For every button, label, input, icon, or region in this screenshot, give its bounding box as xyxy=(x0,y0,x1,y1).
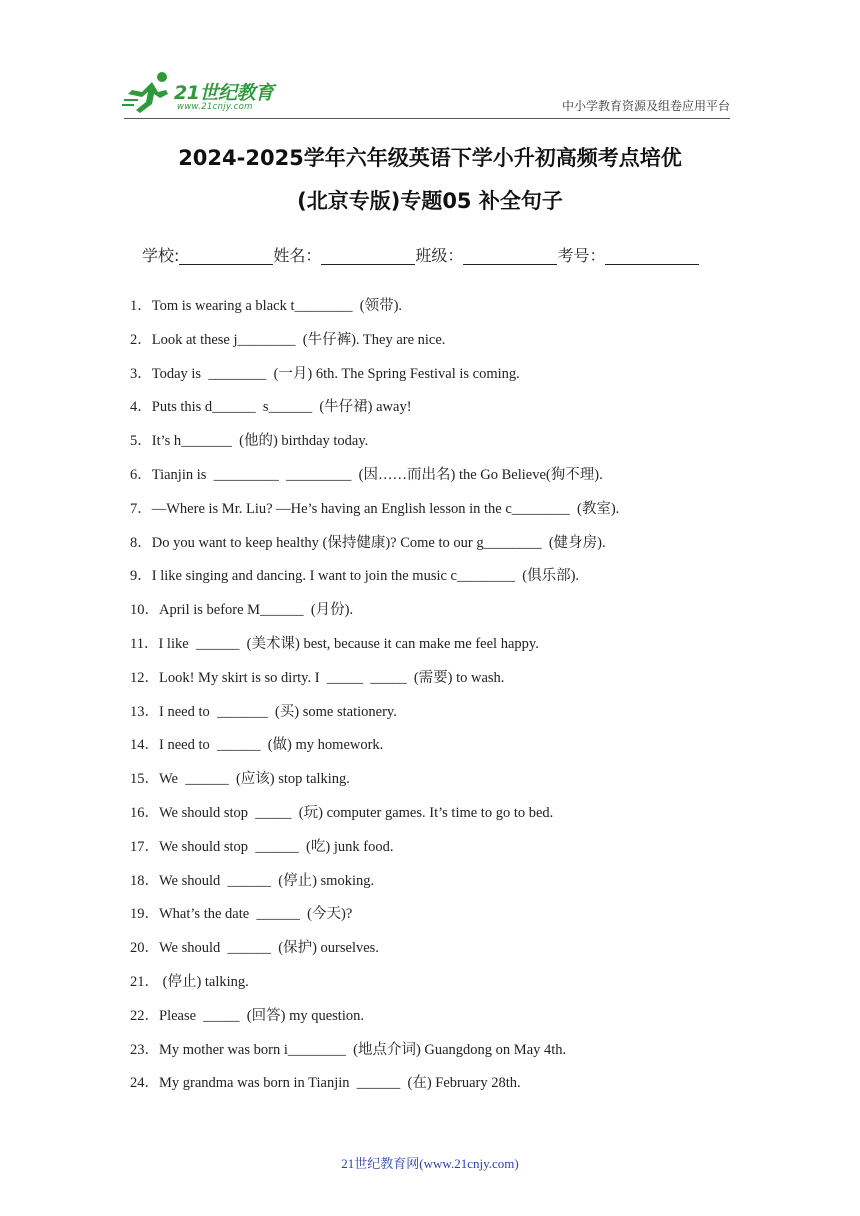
question-text: Tom is wearing a black t________ (领带). xyxy=(151,298,403,314)
question-number: 4． xyxy=(130,399,152,416)
logo-text: 21世纪教育 xyxy=(174,82,274,104)
running-person-icon xyxy=(122,70,174,114)
question-text: I need to ______ (做) my homework. xyxy=(159,737,384,754)
question-item xyxy=(130,803,619,837)
question-number: 10． xyxy=(130,602,159,619)
question-number: 12． xyxy=(130,669,159,686)
question-item xyxy=(130,904,619,938)
question-text: Today is ________ (一月) 6th. The Spring Festival is coming. xyxy=(151,365,520,382)
question-item xyxy=(130,769,619,803)
page-header xyxy=(0,0,860,120)
question-number: 9． xyxy=(130,568,152,585)
question-text: (停止) talking. xyxy=(159,973,249,990)
question-text: Tianjin is _________ _________ (因……而出名) the Go Believe(狗不理). xyxy=(151,466,603,483)
question-text: My mother was born i________ (地点介词) Guangdong on May 4th. xyxy=(159,1041,567,1058)
question-item xyxy=(130,634,619,668)
question-item xyxy=(130,330,619,364)
question-item xyxy=(130,972,619,1006)
question-item xyxy=(130,735,619,769)
question-item xyxy=(130,702,619,736)
page-title: 2024-2025学年六年级英语下学小升初高频考点培优 xyxy=(178,146,682,170)
question-number: 22． xyxy=(130,1007,159,1024)
logo-url: www.21cnjy.com xyxy=(177,102,253,112)
question-number: 1． xyxy=(130,298,152,314)
header-tagline: 中小学教育资源及组卷应用平台 xyxy=(561,99,730,113)
question-text: I like ______ (美术课) best, because it can make me feel happy. xyxy=(158,635,539,652)
question-item xyxy=(130,465,619,499)
question-item xyxy=(130,566,619,600)
page-subtitle: (北京专版)专题05 补全句子 xyxy=(297,189,563,213)
question-text: Do you want to keep healthy (保持健康)? Come to our g________ (健身房). xyxy=(151,534,606,551)
number-label: 考号： xyxy=(557,246,606,265)
question-number: 24． xyxy=(130,1075,159,1092)
question-number: 16． xyxy=(130,804,159,821)
question-number: 15． xyxy=(130,771,159,788)
question-item xyxy=(130,871,619,905)
header-divider xyxy=(124,118,730,119)
question-text: I like singing and dancing. I want to join the music c________ (俱乐部). xyxy=(151,568,580,585)
page-footer[interactable]: 21世纪教育网(www.21cnjy.com) xyxy=(341,1156,519,1171)
question-text: I need to _______ (买) some stationery. xyxy=(159,703,397,720)
question-number: 21． xyxy=(130,973,159,990)
question-text: My grandma was born in Tianjin ______ (在) February 28th. xyxy=(159,1075,521,1092)
school-label: 学校: xyxy=(142,246,180,265)
question-item xyxy=(130,837,619,871)
question-item xyxy=(130,668,619,702)
question-number: 14． xyxy=(130,737,159,754)
question-number: 8． xyxy=(130,534,152,551)
question-number: 18． xyxy=(130,872,159,889)
student-info-row xyxy=(142,243,699,266)
question-item xyxy=(130,397,619,431)
question-number: 13． xyxy=(130,703,159,720)
question-text: We should ______ (停止) smoking. xyxy=(159,872,375,889)
name-field[interactable] xyxy=(321,248,415,265)
number-field[interactable] xyxy=(605,248,699,265)
question-text: What’s the date ______ (今天)? xyxy=(159,906,353,923)
question-item xyxy=(130,600,619,634)
question-item xyxy=(130,1006,619,1040)
question-text: It’s h_______ (他的) birthday today. xyxy=(151,433,369,450)
question-number: 11． xyxy=(130,635,159,652)
class-label: 班级： xyxy=(415,246,464,265)
question-item xyxy=(130,1073,619,1107)
question-text: Look at these j________ (牛仔裤). They are nice. xyxy=(151,331,446,348)
question-text: Look! My skirt is so dirty. I _____ _____ (需要) to wash. xyxy=(159,669,505,686)
question-item xyxy=(130,431,619,465)
question-text: We should ______ (保护) ourselves. xyxy=(159,940,379,957)
question-number: 2． xyxy=(130,331,152,348)
question-item xyxy=(130,296,619,330)
question-text: April is before M______ (月份). xyxy=(159,602,354,619)
question-number: 23． xyxy=(130,1041,159,1058)
question-text: —Where is Mr. Liu? —He’s having an English lesson in the c________ (教室). xyxy=(151,500,620,517)
question-number: 6． xyxy=(130,466,152,483)
question-number: 3． xyxy=(130,365,152,382)
site-logo[interactable] xyxy=(122,70,292,118)
school-field[interactable] xyxy=(179,248,273,265)
question-item xyxy=(130,533,619,567)
question-text: We should stop _____ (玩) computer games. It’s time to go to bed. xyxy=(159,804,554,821)
name-label: 姓名： xyxy=(273,246,322,265)
question-list xyxy=(130,296,619,1107)
question-text: We ______ (应该) stop talking. xyxy=(159,771,350,788)
question-item xyxy=(130,364,619,398)
question-item xyxy=(130,499,619,533)
class-field[interactable] xyxy=(463,248,557,265)
question-number: 20． xyxy=(130,940,159,957)
question-item xyxy=(130,938,619,972)
question-number: 7． xyxy=(130,500,152,517)
question-text: Please _____ (回答) my question. xyxy=(159,1007,364,1024)
question-number: 17． xyxy=(130,838,159,855)
question-text: We should stop ______ (吃) junk food. xyxy=(159,838,394,855)
question-number: 19． xyxy=(130,906,159,923)
question-number: 5． xyxy=(130,433,152,450)
question-text: Puts this d______ s______ (牛仔裙) away! xyxy=(151,399,412,416)
question-item xyxy=(130,1040,619,1074)
